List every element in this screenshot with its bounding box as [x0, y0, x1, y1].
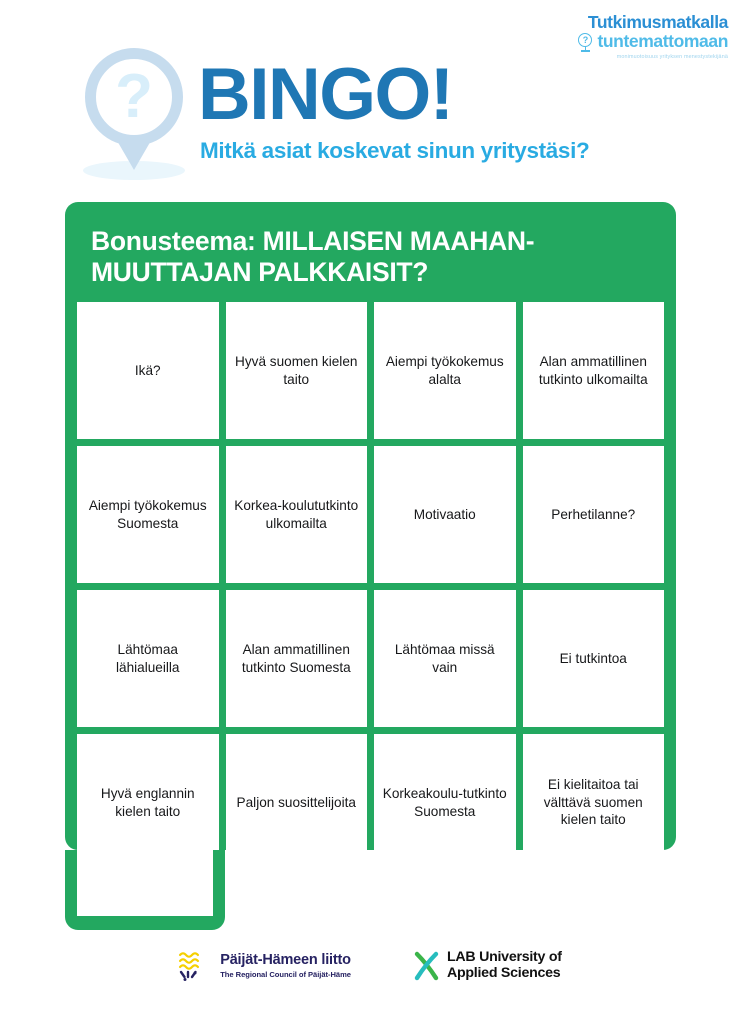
bingo-cell[interactable]: Hyvä englannin kielen taito — [77, 734, 219, 871]
bingo-board — [65, 202, 676, 850]
bingo-grid — [77, 302, 664, 871]
paijat-hame-name: Päijät-Hämeen liitto — [220, 951, 351, 968]
bingo-cell[interactable]: Alan ammatillinen tutkinto Suomesta — [226, 590, 368, 727]
hero-pin-question-mark: ? — [115, 62, 153, 131]
bingo-cell[interactable]: Ei tutkintoa — [523, 590, 665, 727]
bingo-cell[interactable]: Paljon suosittelijoita — [226, 734, 368, 871]
bingo-cell[interactable]: Korkea-koulututkinto ulkomailta — [226, 446, 368, 583]
hero-map-pin-icon — [78, 46, 200, 182]
paijat-hame-subtitle: The Regional Council of Päijät-Häme — [220, 970, 351, 980]
bingo-cell[interactable]: Aiempi työkokemus Suomesta — [77, 446, 219, 583]
footer-logos — [0, 938, 740, 994]
page-title: BINGO! — [198, 54, 453, 135]
page-subtitle: Mitkä asiat koskevat sinun yritystäsi? — [200, 138, 590, 163]
project-logo-line2: tuntemattomaan — [597, 31, 728, 52]
paijat-hame-logo-text — [220, 953, 351, 980]
lab-x-icon — [413, 951, 440, 981]
bingo-cell[interactable]: Lähtömaa lähialueilla — [77, 590, 219, 727]
lab-university-logo — [413, 950, 562, 982]
project-logo — [552, 14, 728, 60]
bingo-extra-cell-wrapper — [65, 850, 225, 930]
bingo-cell[interactable]: Ei kielitaitoa tai välttävä suomen kielen taito — [523, 734, 665, 871]
bingo-cell[interactable]: Hyvä suomen kielen taito — [226, 302, 368, 439]
lab-line2: Applied Sciences — [446, 965, 561, 981]
map-pin-question-icon — [578, 33, 593, 52]
lab-line1: LAB University of — [446, 949, 562, 966]
bingo-cell[interactable]: Ikä? — [77, 302, 219, 439]
map-pin-question-mark: ? — [582, 34, 589, 45]
board-theme-heading: Bonusteema: MILLAISEN MAAHAN-MUUTTAJAN PALKKAISIT? — [91, 226, 535, 287]
project-logo-line1: Tutkimusmatkalla — [587, 12, 728, 32]
bingo-extra-cell[interactable] — [77, 850, 213, 916]
paijat-hame-logo — [178, 950, 351, 982]
bingo-cell[interactable]: Motivaatio — [374, 446, 516, 583]
bingo-cell[interactable]: Perhetilanne? — [523, 446, 665, 583]
paijat-hame-waves-icon — [178, 950, 212, 982]
bingo-cell[interactable]: Korkeakoulu-tutkinto Suomesta — [374, 734, 516, 871]
project-logo-row2 — [552, 33, 728, 52]
bingo-cell[interactable]: Alan ammatillinen tutkinto ulkomailta — [523, 302, 665, 439]
bingo-cell[interactable]: Aiempi työkokemus alalta — [374, 302, 516, 439]
lab-logo-text — [447, 950, 562, 982]
project-logo-tagline: monimuotoisuus yrityksen menestystekijänä — [616, 53, 728, 60]
bingo-cell[interactable]: Lähtömaa missä vain — [374, 590, 516, 727]
